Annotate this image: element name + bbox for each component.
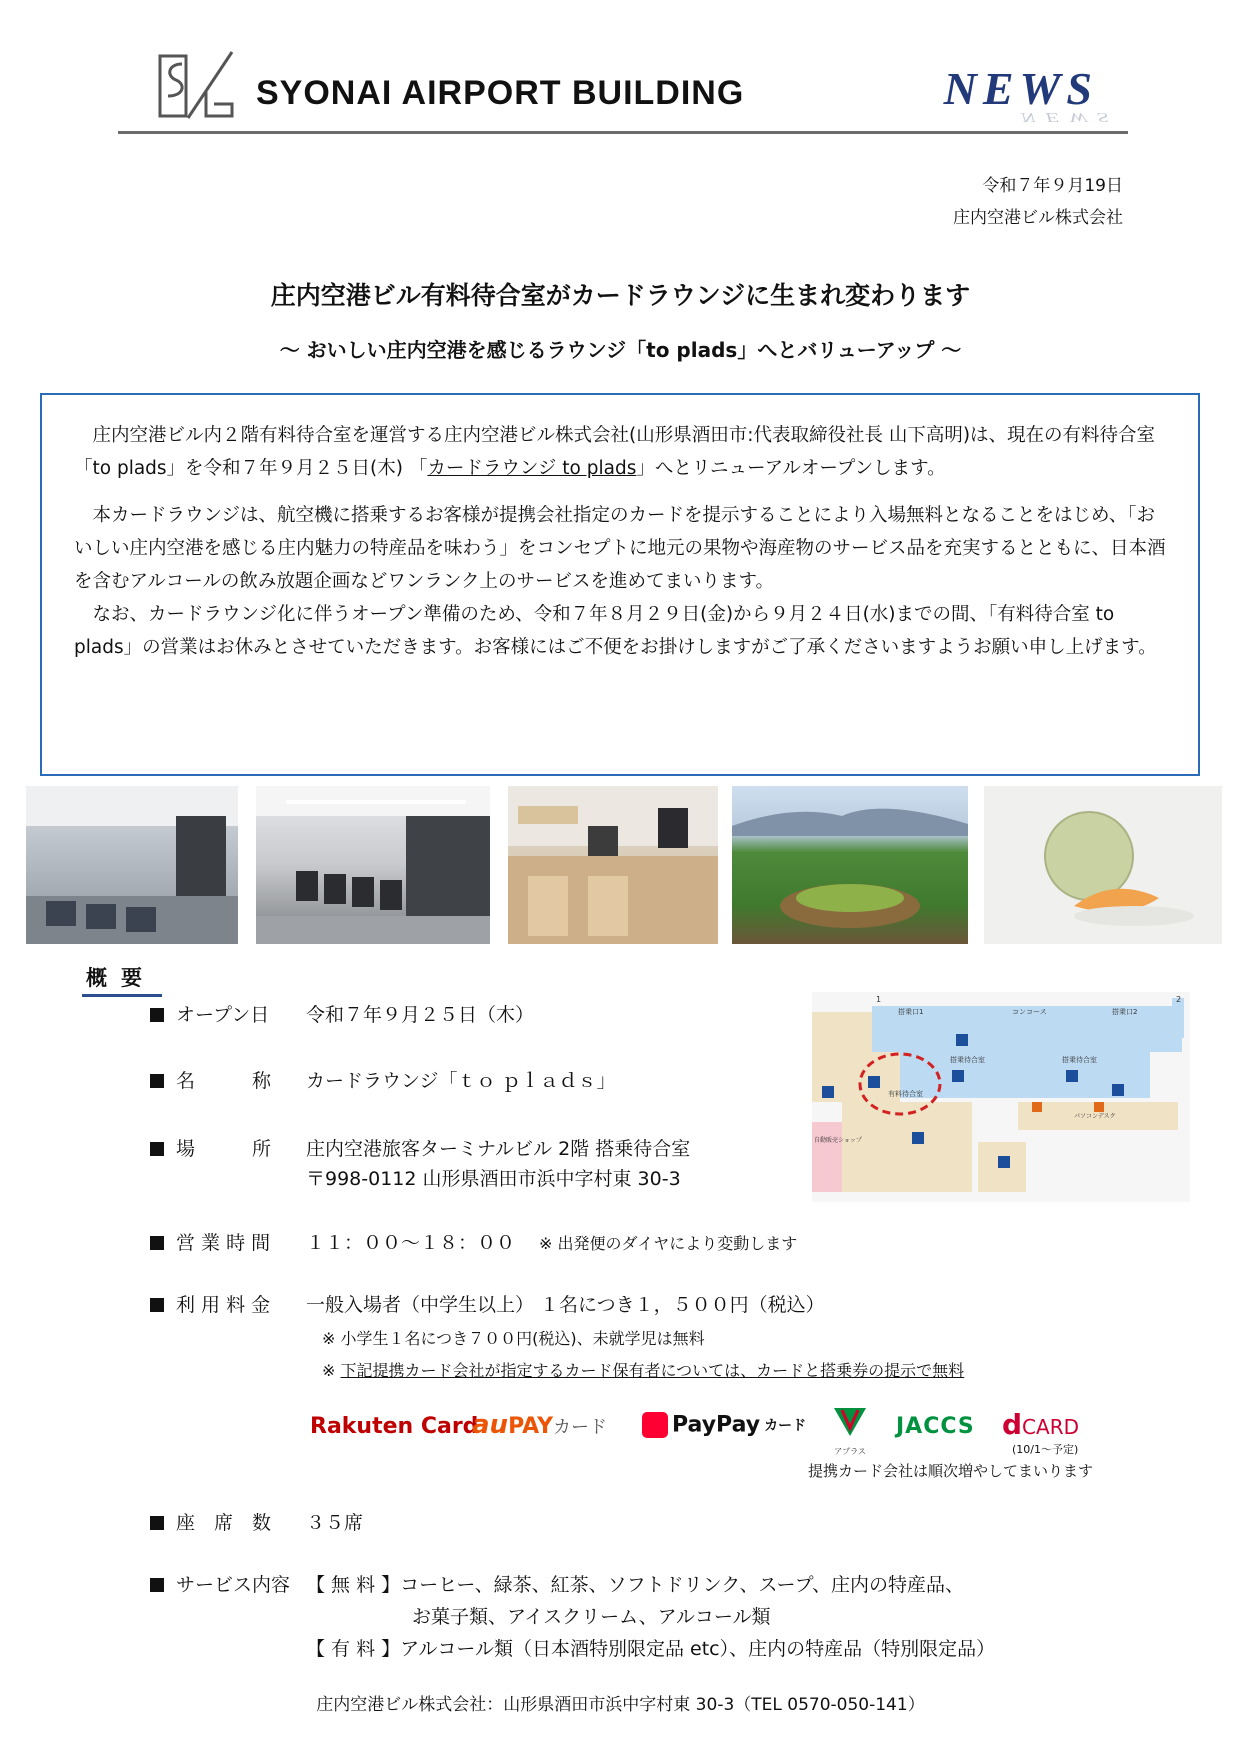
label-text: サービス内容 xyxy=(176,1574,291,1596)
lounge-entrance-image xyxy=(26,786,238,944)
dcard-text: CARD xyxy=(1022,1415,1079,1439)
au-pay-text: PAY xyxy=(508,1414,554,1439)
free-line-2: お菓子類、アイスクリーム、アルコール類 xyxy=(412,1606,771,1628)
melon-image xyxy=(984,786,1222,944)
bullet-icon xyxy=(150,1074,164,1088)
edamame-image xyxy=(732,786,968,944)
label-text: 場 所 xyxy=(176,1138,272,1160)
intro-paragraph-3: なお、カードラウンジ化に伴うオープン準備のため、令和７年８月２９日(金)から９月２４日(水)までの間、「有料待合室 to plads」の営業はお休みとさせていただきます。お客様にはご不便をお掛けしますがご了承くださいますようお願い申し上げます。 xyxy=(74,604,1157,658)
page-title: 庄内空港ビル有料待合室がカードラウンジに生まれ変わります xyxy=(270,281,971,310)
paid-tag: 【 有 料 】 xyxy=(306,1638,401,1660)
paypay-card-logo xyxy=(642,1412,806,1438)
floor-map-image xyxy=(812,992,1190,1202)
bullet-icon xyxy=(150,1142,164,1156)
service-free-row xyxy=(306,1570,964,1597)
free-tag: 【 無 料 】 xyxy=(306,1574,401,1596)
au-text: au xyxy=(472,1410,509,1440)
bullet-icon xyxy=(150,1008,164,1022)
map-waiting1: 搭乗待合室 xyxy=(950,1056,985,1064)
photo-melon xyxy=(984,786,1222,944)
label-text: 名 称 xyxy=(176,1070,272,1092)
bullet-icon xyxy=(150,1578,164,1592)
map-number-1: 1 xyxy=(876,995,882,1004)
photo-drink-bar xyxy=(508,786,718,944)
fee-note-children: ※ 小学生１名につき７００円(税込)、未就学児は無料 xyxy=(322,1329,705,1348)
map-pc: パソコンデスク xyxy=(1074,1113,1116,1120)
aplus-icon xyxy=(832,1406,868,1442)
hours-note: ※ 出発便のダイヤにより変動します xyxy=(539,1234,798,1253)
map-shop: 自動販売ショップ xyxy=(814,1137,862,1144)
open-date-label xyxy=(150,1000,269,1027)
au-card-text: カード xyxy=(553,1417,608,1438)
brand-name: SYONAI AIRPORT BUILDING xyxy=(256,74,745,112)
service-label xyxy=(150,1570,290,1597)
drink-bar-image xyxy=(508,786,718,944)
news-label: NEWS xyxy=(943,63,1098,114)
photo-edamame xyxy=(732,786,968,944)
intro-text: 」へとリニューアルオープンします。 xyxy=(636,458,946,479)
photo-lounge-seats xyxy=(256,786,490,944)
bullet-icon xyxy=(150,1236,164,1250)
label-text: オープン日 xyxy=(176,1004,270,1026)
label-text: 座 席 数 xyxy=(176,1512,272,1534)
map-gate1: 搭乗口1 xyxy=(898,1008,924,1016)
fee-label xyxy=(150,1290,270,1317)
dcard-logo xyxy=(1002,1408,1079,1457)
partners-note: 提携カード会社は順次増やしてまいります xyxy=(808,1462,1094,1480)
intro-paragraph-2: 本カードラウンジは、航空機に搭乗するお客様が提携会社指定のカードを提示することにより入場無料となることをはじめ、「おいしい庄内空港を感じる庄内魅力の特産品を味わう」をコンセプトに地元の果物や海産物のサービス品を充実するとともに、日本酒を含むアルコールの飲み放題企画などワンランク上のサービスを進めてまいります。 xyxy=(74,505,1166,592)
jaccs-logo: JACCS xyxy=(896,1414,975,1439)
map-concourse: コンコース xyxy=(1012,1008,1047,1016)
dcard-d: d xyxy=(1002,1408,1023,1441)
map-lounge: 有料待合室 xyxy=(888,1090,923,1098)
name-value: カードラウンジ「ｔｏ ｐｌａｄｓ」 xyxy=(306,1070,616,1092)
date-block xyxy=(953,170,1123,234)
note-mark: ※ xyxy=(322,1361,341,1380)
label-text: 営 業 時 間 xyxy=(176,1232,271,1254)
intro-box xyxy=(40,393,1200,776)
partner-card-logos xyxy=(310,1406,1170,1466)
fee-note-cards xyxy=(322,1358,964,1381)
letterhead xyxy=(118,48,1128,134)
rakuten-card-logo: Rakuten Card xyxy=(310,1414,479,1439)
hours-label xyxy=(150,1228,270,1255)
paypay-icon xyxy=(642,1412,668,1438)
intro-text: 庄内空港ビル内２階有料待合室を運営する庄内空港ビル株式会社(山形県酒田市:代表取締役社長 山下高明)は、現在の有料待合室「to plads」を令和７年９月２５日(木) 「 xyxy=(74,425,1156,479)
note-text: 下記提携カード会社が指定するカード保有者については、カードと搭乗券の提示で無料 xyxy=(340,1361,965,1380)
page-subtitle: ～ おいしい庄内空港を感じるラウンジ「to plads」へとバリューアップ ～ xyxy=(279,338,962,362)
name-label xyxy=(150,1066,271,1093)
aplus-logo xyxy=(832,1406,868,1457)
free-line-1: コーヒー、緑茶、紅茶、ソフトドリンク、スープ、庄内の特産品、 xyxy=(400,1574,965,1596)
lounge-seats-image xyxy=(256,786,490,944)
map-number-2: 2 xyxy=(1176,995,1182,1004)
hours-value: １１：００～１８：００ xyxy=(306,1232,516,1254)
service-paid-row xyxy=(306,1634,995,1661)
lounge-name-underlined: カードラウンジ to plads xyxy=(427,458,637,479)
paid-line: アルコール類（日本酒特別限定品 etc）、庄内の特産品（特別限定品） xyxy=(400,1638,996,1660)
footer: 庄内空港ビル株式会社：山形県酒田市浜中字村東 30-3（TEL 0570-050-141） xyxy=(316,1695,925,1715)
place-value-line1: 庄内空港旅客ターミナルビル 2階 搭乗待合室 xyxy=(306,1138,691,1160)
place-label xyxy=(150,1134,271,1161)
hours-value-row xyxy=(306,1228,797,1255)
bullet-icon xyxy=(150,1298,164,1312)
map-waiting2: 搭乗待合室 xyxy=(1062,1056,1097,1064)
bullet-icon xyxy=(150,1516,164,1530)
paypay-text: PayPay xyxy=(672,1412,761,1438)
seats-value: ３５席 xyxy=(306,1512,364,1534)
open-date-value: 令和７年９月２５日（木） xyxy=(306,1004,535,1026)
au-pay-card-logo xyxy=(472,1410,607,1440)
place-value-line2: 〒998-0112 山形県酒田市浜中字村東 30-3 xyxy=(306,1168,681,1190)
issuer: 庄内空港ビル株式会社 xyxy=(953,208,1123,228)
news-reflection: NEWS xyxy=(1020,109,1118,125)
seats-label xyxy=(150,1508,271,1535)
dcard-note: (10/1～予定) xyxy=(1012,1443,1079,1456)
company-logo-icon xyxy=(158,48,238,124)
overview-heading: 概要 xyxy=(82,962,162,997)
photo-lounge-entrance xyxy=(26,786,238,944)
issue-date: 令和７年９月19日 xyxy=(982,176,1123,196)
label-text: 利 用 料 金 xyxy=(176,1294,271,1316)
paypay-card-text: カード xyxy=(764,1418,807,1434)
fee-value: 一般入場者（中学生以上） １名につき１，５００円（税込） xyxy=(306,1294,825,1316)
map-gate2: 搭乗口2 xyxy=(1112,1008,1138,1016)
aplus-text: アプラス xyxy=(834,1447,866,1456)
intro-paragraph-1 xyxy=(74,419,1166,485)
floor-map xyxy=(812,992,1190,1202)
